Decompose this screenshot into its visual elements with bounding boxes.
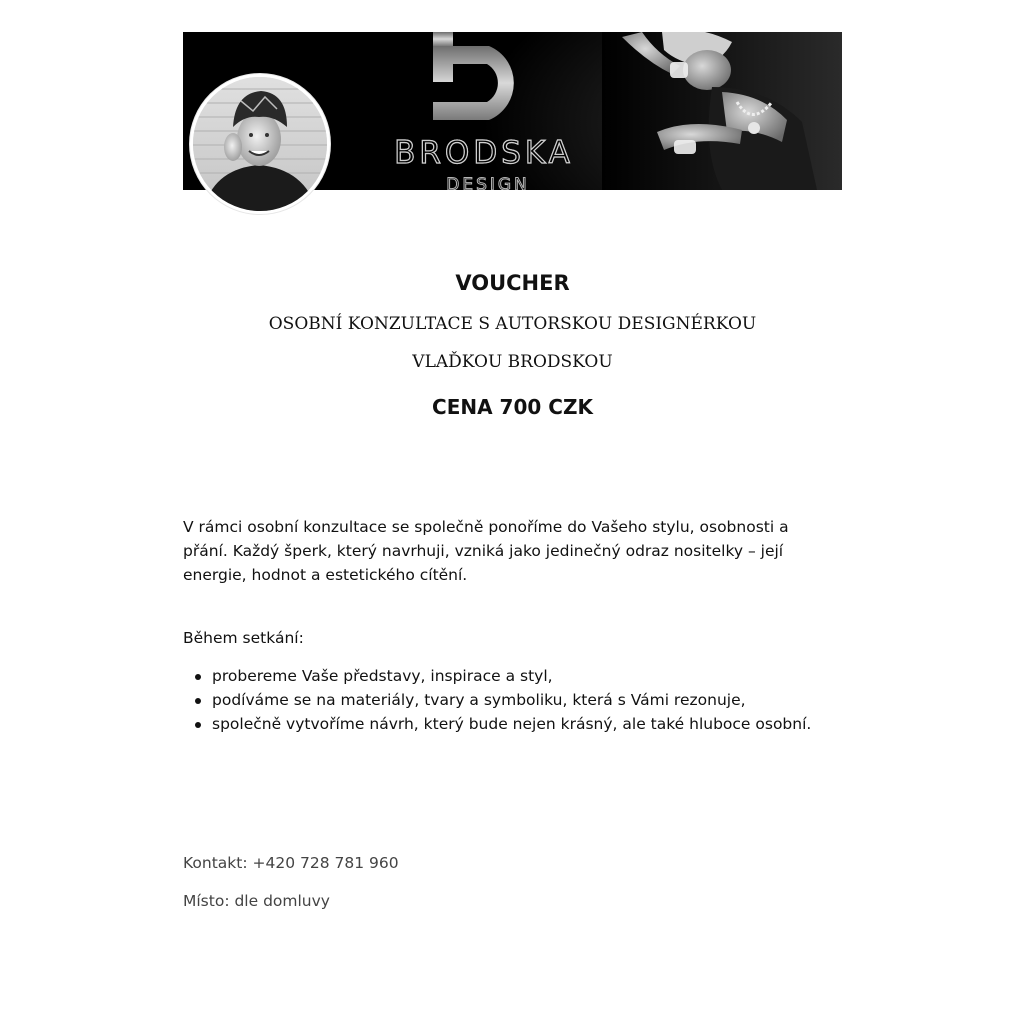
list-item: podíváme se na materiály, tvary a symboliku, která s Vámi rezonuje, [212, 688, 871, 712]
voucher-price: CENA 700 CZK [432, 395, 593, 419]
contact-place: Místo: dle domluvy [183, 892, 330, 910]
model-photo [602, 32, 842, 190]
brodska-logo-mark-icon [429, 32, 541, 122]
contact-phone: Kontakt: +420 728 781 960 [183, 854, 399, 872]
voucher-subtitle-line1: OSOBNÍ KONZULTACE S AUTORSKOU DESIGNÉRKOU [268, 314, 757, 334]
brand-subtitle: DESIGN [446, 175, 530, 190]
list-item: probereme Vaše představy, inspirace a styl, [212, 664, 871, 688]
voucher-title: VOUCHER [455, 271, 570, 295]
portrait-image [193, 77, 327, 211]
designer-portrait-avatar [190, 74, 330, 214]
meeting-label: Během setkání: [183, 629, 304, 647]
intro-paragraph: V rámci osobní konzultace se společně ponoříme do Vašeho stylu, osobnosti a přání. Každý šperk, který navrhuji, vzniká jako jedinečný odraz nositelky – její energie, hodnot a estetického cítění. [183, 518, 789, 584]
meeting-points-list [183, 664, 871, 736]
brand-name: BRODSKA [353, 135, 615, 171]
voucher-subtitle-line2: VLAĎKOU BRODSKOU [412, 352, 613, 372]
list-item: společně vytvoříme návrh, který bude nejen krásný, ale také hluboce osobní. [212, 712, 871, 736]
